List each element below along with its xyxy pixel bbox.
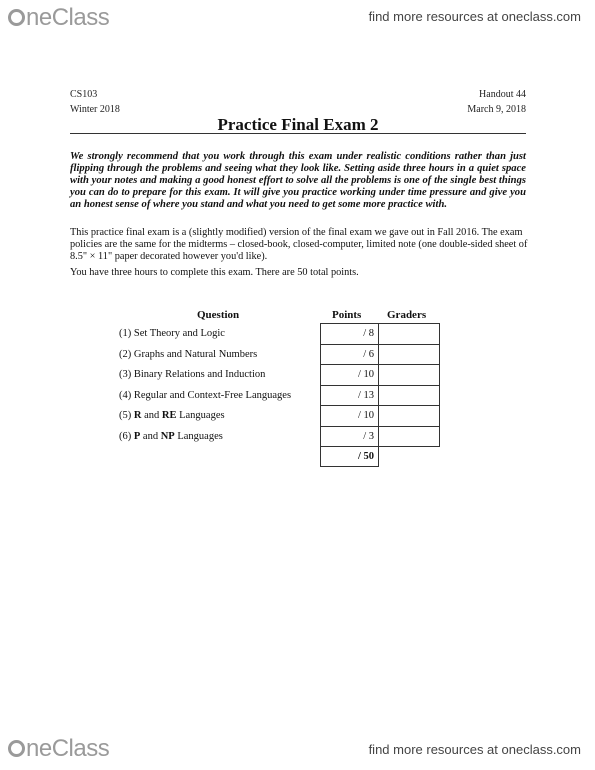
- title-divider: [70, 133, 526, 134]
- grader-cell[interactable]: [379, 426, 440, 447]
- graders-header: Graders: [387, 309, 427, 321]
- question-item: (6) P and NP Languages: [119, 431, 223, 442]
- score-table: [320, 323, 440, 467]
- points-cell: / 10: [321, 406, 379, 427]
- page-title: Practice Final Exam 2: [217, 115, 379, 134]
- question-item: (3) Binary Relations and Induction: [119, 369, 266, 380]
- find-resources-link[interactable]: find more resources at oneclass.com: [368, 9, 581, 24]
- total-row: [321, 447, 440, 467]
- total-points-cell: / 50: [321, 447, 379, 467]
- logo-o-icon: [8, 9, 25, 26]
- grader-cell[interactable]: [379, 344, 440, 365]
- points-header: Points: [332, 309, 362, 321]
- time-paragraph: You have three hours to complete this exam. There are 50 total points.: [70, 267, 359, 278]
- points-cell: / 10: [321, 365, 379, 386]
- table-row: [321, 344, 440, 365]
- term: Winter 2018: [70, 104, 120, 115]
- table-row: [321, 385, 440, 406]
- oneclass-logo: neClass: [8, 4, 109, 32]
- points-cell: / 8: [321, 324, 379, 345]
- table-row: [321, 365, 440, 386]
- oneclass-logo-footer: neClass: [8, 735, 109, 763]
- logo-o-icon: [8, 740, 25, 757]
- grader-cell[interactable]: [379, 385, 440, 406]
- intro-paragraph: We strongly recommend that you work through this exam under realistic conditions rather than just flipping through the problems and seeing what they look like. Setting aside three hours in a quiet space with your notes and making a good honest effort to solve all the problems is one of the single best things you can do to prepare for this exam. It will give you practice working under time pressure and give you an honest sense of where you stand and what you need to get some more practice with.: [70, 151, 526, 211]
- grader-cell[interactable]: [379, 365, 440, 386]
- points-cell: / 3: [321, 426, 379, 447]
- points-cell: / 13: [321, 385, 379, 406]
- question-item: (2) Graphs and Natural Numbers: [119, 349, 258, 360]
- question-header: Question: [197, 309, 240, 321]
- empty-cell: [379, 447, 440, 467]
- question-item: (1) Set Theory and Logic: [119, 328, 225, 339]
- grader-cell[interactable]: [379, 406, 440, 427]
- table-row: [321, 324, 440, 345]
- table-row: [321, 406, 440, 427]
- course-code: CS103: [70, 89, 98, 100]
- question-item: (4) Regular and Context-Free Languages: [119, 390, 292, 401]
- grader-cell[interactable]: [379, 324, 440, 345]
- handout-number: Handout 44: [479, 89, 526, 100]
- exam-policy-paragraph: This practice final exam is a (slightly modified) version of the final exam we gave out in Fall 2016. The exam policies are the same for the midterms – closed-book, closed-computer, limited note (one double-sided sheet of 8.5" × 11" paper decorated however you'd like).: [70, 227, 528, 263]
- question-item: (5) R and RE Languages: [119, 410, 225, 421]
- table-row: [321, 426, 440, 447]
- points-cell: / 6: [321, 344, 379, 365]
- find-resources-link-footer[interactable]: find more resources at oneclass.com: [368, 742, 581, 757]
- handout-date: March 9, 2018: [467, 104, 526, 115]
